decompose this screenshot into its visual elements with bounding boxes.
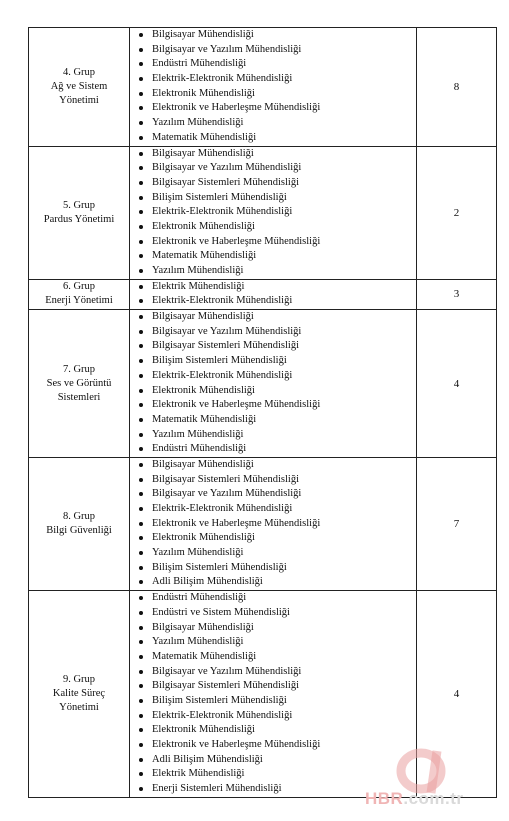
list-item: Elektronik Mühendisliği bbox=[130, 87, 416, 102]
department-list bbox=[130, 310, 416, 457]
department-list-cell bbox=[130, 591, 417, 798]
list-item: Bilişim Sistemleri Mühendisliği bbox=[130, 191, 416, 206]
list-item: Elektronik Mühendisliği bbox=[130, 723, 416, 738]
list-item: Elektronik ve Haberleşme Mühendisliği bbox=[130, 101, 416, 116]
list-item: Bilgisayar Sistemleri Mühendisliği bbox=[130, 473, 416, 488]
department-list-cell bbox=[130, 279, 417, 309]
group-name-cell bbox=[29, 279, 130, 309]
department-list-cell bbox=[130, 310, 417, 458]
group-name-cell bbox=[29, 28, 130, 147]
list-item: Endüstri Mühendisliği bbox=[130, 442, 416, 457]
list-item: Matematik Mühendisliği bbox=[130, 249, 416, 264]
group-name-cell bbox=[29, 591, 130, 798]
list-item: Endüstri Mühendisliği bbox=[130, 57, 416, 72]
list-item: Matematik Mühendisliği bbox=[130, 413, 416, 428]
list-item: Elektronik Mühendisliği bbox=[130, 384, 416, 399]
quota-count-cell: 8 bbox=[417, 28, 497, 147]
list-item: Bilgisayar ve Yazılım Mühendisliği bbox=[130, 43, 416, 58]
list-item: Bilgisayar Mühendisliği bbox=[130, 458, 416, 473]
list-item: Adli Bilişim Mühendisliği bbox=[130, 753, 416, 768]
list-item: Yazılım Mühendisliği bbox=[130, 116, 416, 131]
list-item: Bilgisayar Mühendisliği bbox=[130, 147, 416, 162]
list-item: Bilgisayar Sistemleri Mühendisliği bbox=[130, 176, 416, 191]
group-name-line: Ağ ve Sistem bbox=[50, 80, 108, 92]
table-row bbox=[29, 591, 497, 798]
list-item: Bilgisayar Sistemleri Mühendisliği bbox=[130, 339, 416, 354]
list-item: Elektronik ve Haberleşme Mühendisliği bbox=[130, 517, 416, 532]
department-list bbox=[130, 280, 416, 309]
list-item: Elektrik-Elektronik Mühendisliği bbox=[130, 502, 416, 517]
list-item: Bilişim Sistemleri Mühendisliği bbox=[130, 694, 416, 709]
group-name-line: 6. Grup bbox=[62, 281, 96, 293]
list-item: Yazılım Mühendisliği bbox=[130, 428, 416, 443]
group-name-line: Sistemleri bbox=[57, 391, 101, 403]
quota-count-cell: 2 bbox=[417, 146, 497, 279]
list-item: Adli Bilişim Mühendisliği bbox=[130, 575, 416, 590]
list-item: Bilgisayar Mühendisliği bbox=[130, 621, 416, 636]
group-name-line: Enerji Yönetimi bbox=[45, 295, 113, 307]
list-item: Elektronik ve Haberleşme Mühendisliği bbox=[130, 738, 416, 753]
group-name-line: Yönetimi bbox=[59, 701, 99, 713]
quota-count-cell: 4 bbox=[417, 310, 497, 458]
list-item: Bilgisayar Sistemleri Mühendisliği bbox=[130, 679, 416, 694]
list-item: Endüstri Mühendisliği bbox=[130, 591, 416, 606]
department-list-cell bbox=[130, 28, 417, 147]
table-row bbox=[29, 146, 497, 279]
department-list bbox=[130, 458, 416, 590]
department-list bbox=[130, 28, 416, 146]
list-item: Elektrik-Elektronik Mühendisliği bbox=[130, 72, 416, 87]
list-item: Yazılım Mühendisliği bbox=[130, 635, 416, 650]
list-item: Bilişim Sistemleri Mühendisliği bbox=[130, 354, 416, 369]
list-item: Elektronik ve Haberleşme Mühendisliği bbox=[130, 235, 416, 250]
group-name-line: 4. Grup bbox=[62, 66, 96, 78]
list-item: Elektrik-Elektronik Mühendisliği bbox=[130, 369, 416, 384]
list-item: Endüstri ve Sistem Mühendisliği bbox=[130, 606, 416, 621]
watermark-brand: HBR bbox=[365, 789, 404, 808]
list-item: Bilgisayar ve Yazılım Mühendisliği bbox=[130, 665, 416, 680]
group-name-line: 8. Grup bbox=[62, 511, 96, 523]
quota-count-cell: 7 bbox=[417, 457, 497, 590]
list-item: Elektrik Mühendisliği bbox=[130, 280, 416, 295]
department-list bbox=[130, 147, 416, 279]
list-item: Bilişim Sistemleri Mühendisliği bbox=[130, 561, 416, 576]
group-name-line: 9. Grup bbox=[62, 673, 96, 685]
department-list-cell bbox=[130, 146, 417, 279]
group-name-line: Pardus Yönetimi bbox=[43, 213, 115, 225]
list-item: Matematik Mühendisliği bbox=[130, 131, 416, 146]
quota-count-cell: 3 bbox=[417, 279, 497, 309]
list-item: Matematik Mühendisliği bbox=[130, 650, 416, 665]
table-row bbox=[29, 310, 497, 458]
list-item: Enerji Sistemleri Mühendisliği bbox=[130, 782, 416, 797]
department-list-cell bbox=[130, 457, 417, 590]
group-name-line: 7. Grup bbox=[62, 363, 96, 375]
list-item: Bilgisayar ve Yazılım Mühendisliği bbox=[130, 161, 416, 176]
list-item: Bilgisayar Mühendisliği bbox=[130, 28, 416, 43]
watermark-suffix: .com.tr bbox=[403, 789, 464, 808]
list-item: Elektrik-Elektronik Mühendisliği bbox=[130, 709, 416, 724]
list-item: Yazılım Mühendisliği bbox=[130, 264, 416, 279]
list-item: Elektrik Mühendisliği bbox=[130, 767, 416, 782]
group-name-line: Bilgi Güvenliği bbox=[46, 525, 112, 537]
list-item: Elektronik ve Haberleşme Mühendisliği bbox=[130, 398, 416, 413]
list-item: Bilgisayar ve Yazılım Mühendisliği bbox=[130, 487, 416, 502]
list-item: Yazılım Mühendisliği bbox=[130, 546, 416, 561]
quota-count-cell: 4 bbox=[417, 591, 497, 798]
list-item: Elektrik-Elektronik Mühendisliği bbox=[130, 205, 416, 220]
list-item: Bilgisayar Mühendisliği bbox=[130, 310, 416, 325]
groups-table-body bbox=[29, 28, 497, 798]
group-name-line: 5. Grup bbox=[62, 199, 96, 211]
group-name-cell bbox=[29, 310, 130, 458]
list-item: Bilgisayar ve Yazılım Mühendisliği bbox=[130, 325, 416, 340]
table-row bbox=[29, 457, 497, 590]
group-name-line: Yönetimi bbox=[59, 94, 99, 106]
list-item: Elektronik Mühendisliği bbox=[130, 531, 416, 546]
group-name-line: Kalite Süreç bbox=[52, 687, 106, 699]
department-list bbox=[130, 591, 416, 797]
list-item: Elektrik-Elektronik Mühendisliği bbox=[130, 294, 416, 309]
group-name-cell bbox=[29, 457, 130, 590]
group-name-line: Ses ve Görüntü bbox=[46, 377, 112, 389]
table-row bbox=[29, 28, 497, 147]
table-row bbox=[29, 279, 497, 309]
groups-table bbox=[28, 27, 497, 798]
list-item: Elektronik Mühendisliği bbox=[130, 220, 416, 235]
group-name-cell bbox=[29, 146, 130, 279]
